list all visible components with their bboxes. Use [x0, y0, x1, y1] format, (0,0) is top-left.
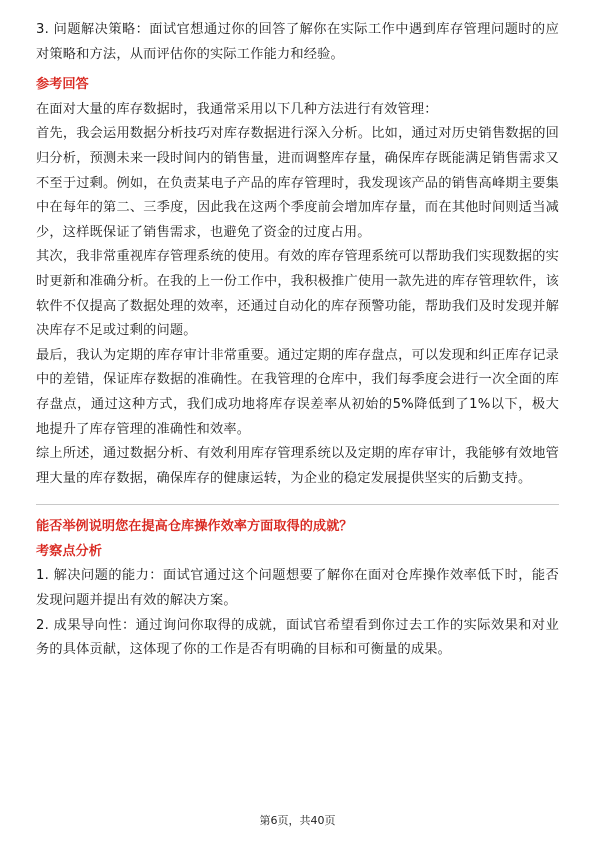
- question-title: 能否举例说明您在提高仓库操作效率方面取得的成就？: [36, 519, 353, 535]
- answer-paragraph-summary: 综上所述，通过数据分析、有效利用库存管理系统以及定期的库存审计，我能够有效地管理大量的库存数据，确保库存的健康运转，为企业的稳定发展提供坚实的后勤支持。: [36, 446, 559, 486]
- document-page: [36, 18, 559, 663]
- answer-paragraph-second: 其次，我非常重视库存管理系统的使用。有效的库存管理系统可以帮助我们实现数据的实时更新和准确分析。在我的上一份工作中，我积极推广使用一款先进的库存管理软件，该软件不仅提高了数据处理的效率，还通过自动化的库存预警功能，帮助我们及时发现并解决库存不足或过剩的问题。: [36, 249, 559, 339]
- answer-paragraph-first: 首先，我会运用数据分析技巧对库存数据进行深入分析。比如，通过对历史销售数据的回归分析，预测未来一段时间内的销售量，进而调整库存量，确保库存既能满足销售需求又不至于过剩。例如，在负责某电子产品的库存管理时，我发现该产品的销售高峰期主要集中在每年的第二、三季度，因此我在这两个季度前会增加库存量，而在其他时间则适当减少，这样既保证了销售需求，也避免了资金的过度占用。: [36, 126, 559, 240]
- answer-paragraph-intro: 在面对大量的库存数据时，我通常采用以下几种方法进行有效管理：: [36, 101, 438, 117]
- section-divider: [36, 504, 559, 505]
- answer-paragraph-last: 最后，我认为定期的库存审计非常重要。通过定期的库存盘点，可以发现和纠正库存记录中的差错，保证库存数据的准确性。在我管理的仓库中，我们每季度会进行一次全面的库存盘点，通过这种方式，我们成功地将库存误差率从初始的5%降低到了1%以下，极大地提升了库存管理的准确性和效率。: [36, 347, 559, 437]
- page-number: 第6页，共40页: [259, 814, 336, 827]
- reference-answer-heading: 参考回答: [36, 77, 89, 93]
- question-point-1: 1. 解决问题的能力：面试官通过这个问题想要了解你在面对仓库操作效率低下时，能否发现问题并提出有效的解决方案。: [36, 568, 559, 609]
- analysis-heading: 考察点分析: [36, 543, 102, 559]
- question-point-2: 2. 成果导向性：通过询问你取得的成就，面试官希望看到你过去工作的实际效果和对业务的具体贡献，这体现了你的工作是否有明确的目标和可衡量的成果。: [36, 617, 559, 658]
- analysis-point-3: 3. 问题解决策略：面试官想通过你的回答了解你在实际工作中遇到库存管理问题时的应对策略和方法，从而评估你的实际工作能力和经验。: [36, 22, 559, 62]
